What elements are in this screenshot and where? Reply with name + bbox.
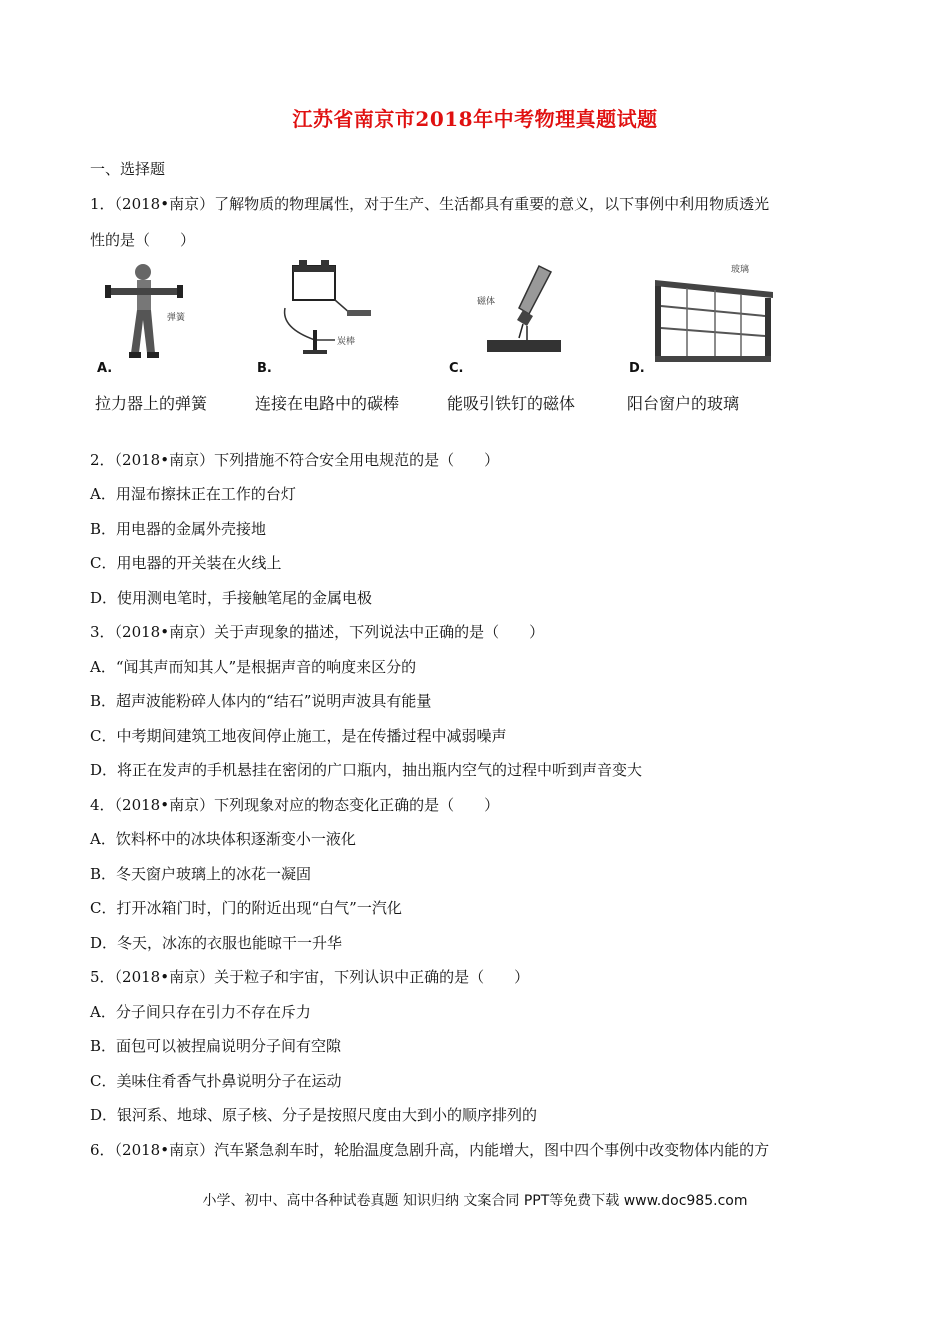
figure-d-caption: 阳台窗户的玻璃: [627, 394, 740, 413]
question-2-option-c: C．用电器的开关装在火线上: [90, 554, 282, 572]
magnet-image: [447, 258, 597, 368]
question-4-stem: 4．（2018•南京）下列现象对应的物态变化正确的是（ ）: [90, 796, 500, 814]
question-4-option-b: B．冬天窗户玻璃上的冰花一凝固: [90, 865, 312, 883]
page-footer: 小学、初中、高中各种试卷真题 知识归纳 文案合同 PPT等免费下载 www.doc985.com: [202, 1193, 748, 1209]
question-5-option-a: A．分子间只存在引力不存在斥力: [90, 1003, 311, 1021]
figure-d-balcony-glass: [627, 258, 777, 413]
question-2-option-a: A．用湿布擦抹正在工作的台灯: [90, 485, 296, 503]
question-5-option-d: D．银河系、地球、原子核、分子是按照尺度由大到小的顺序排列的: [90, 1106, 538, 1124]
question-2-stem: 2．（2018•南京）下列措施不符合安全用电规范的是（ ）: [90, 451, 500, 469]
question-4-option-a: A．饮料杯中的冰块体积逐渐变小一液化: [90, 830, 356, 848]
question-4-option-c: C．打开冰箱门时，门的附近出现“白气”一汽化: [90, 899, 402, 917]
figure-b-caption: 连接在电路中的碳棒: [255, 394, 400, 413]
figure-b-carbon-rod-circuit: [255, 258, 405, 413]
question-5-option-b: B．面包可以被捏扁说明分子间有空隙: [90, 1037, 342, 1055]
balcony-glass-image: [627, 258, 777, 368]
question-3-option-a: A．“闻其声而知其人”是根据声音的响度来区分的: [90, 658, 417, 676]
page-title: 江苏省南京市2018年中考物理真题试题: [292, 107, 658, 131]
question-5-stem: 5．（2018•南京）关于粒子和宇宙，下列认识中正确的是（ ）: [90, 968, 530, 986]
question-2-option-b: B．用电器的金属外壳接地: [90, 520, 267, 538]
spring-exerciser-image: [95, 258, 245, 368]
question-3-option-d: D．将正在发声的手机悬挂在密闭的广口瓶内，抽出瓶内空气的过程中听到声音变大: [90, 761, 643, 779]
figure-d-letter: D.: [629, 361, 645, 376]
question-1-stem-line-2: 性的是（ ）: [90, 231, 196, 249]
figure-a-tag: 弹簧: [167, 313, 186, 323]
figure-a-letter: A.: [97, 361, 113, 376]
figure-c-caption: 能吸引铁钉的磁体: [447, 394, 576, 413]
question-2-option-d: D．使用测电笔时，手接触笔尾的金属电极: [90, 589, 373, 607]
figure-b-letter: B.: [257, 361, 272, 376]
question-3-option-b: B．超声波能粉碎人体内的“结石”说明声波具有能量: [90, 692, 432, 710]
carbon-rod-circuit-image: [255, 258, 405, 368]
figure-c-tag: 磁体: [477, 297, 496, 307]
figure-b-tag: 炭棒: [337, 337, 356, 347]
figure-a-spring-exerciser: [95, 258, 245, 413]
question-3-stem: 3．（2018•南京）关于声现象的描述，下列说法中正确的是（ ）: [90, 623, 545, 641]
figure-a-caption: 拉力器上的弹簧: [95, 394, 208, 413]
question-1-figures: [95, 258, 815, 413]
figure-c-letter: C.: [449, 361, 464, 376]
section-heading: 一、选择题: [90, 160, 166, 178]
figure-d-tag: 玻璃: [731, 265, 750, 275]
question-1-stem-line-1: 1．（2018•南京）了解物质的物理属性，对于生产、生活都具有重要的意义，以下事例中利用物质透光: [90, 195, 770, 213]
question-3-option-c: C．中考期间建筑工地夜间停止施工，是在传播过程中减弱噪声: [90, 727, 507, 745]
figure-c-magnet: [447, 258, 597, 413]
question-4-option-d: D．冬天，冰冻的衣服也能晾干一升华: [90, 934, 343, 952]
question-6-stem: 6．（2018•南京）汽车紧急刹车时，轮胎温度急剧升高，内能增大，图中四个事例中改变物体内能的方: [90, 1141, 770, 1159]
question-5-option-c: C．美味住肴香气扑鼻说明分子在运动: [90, 1072, 342, 1090]
